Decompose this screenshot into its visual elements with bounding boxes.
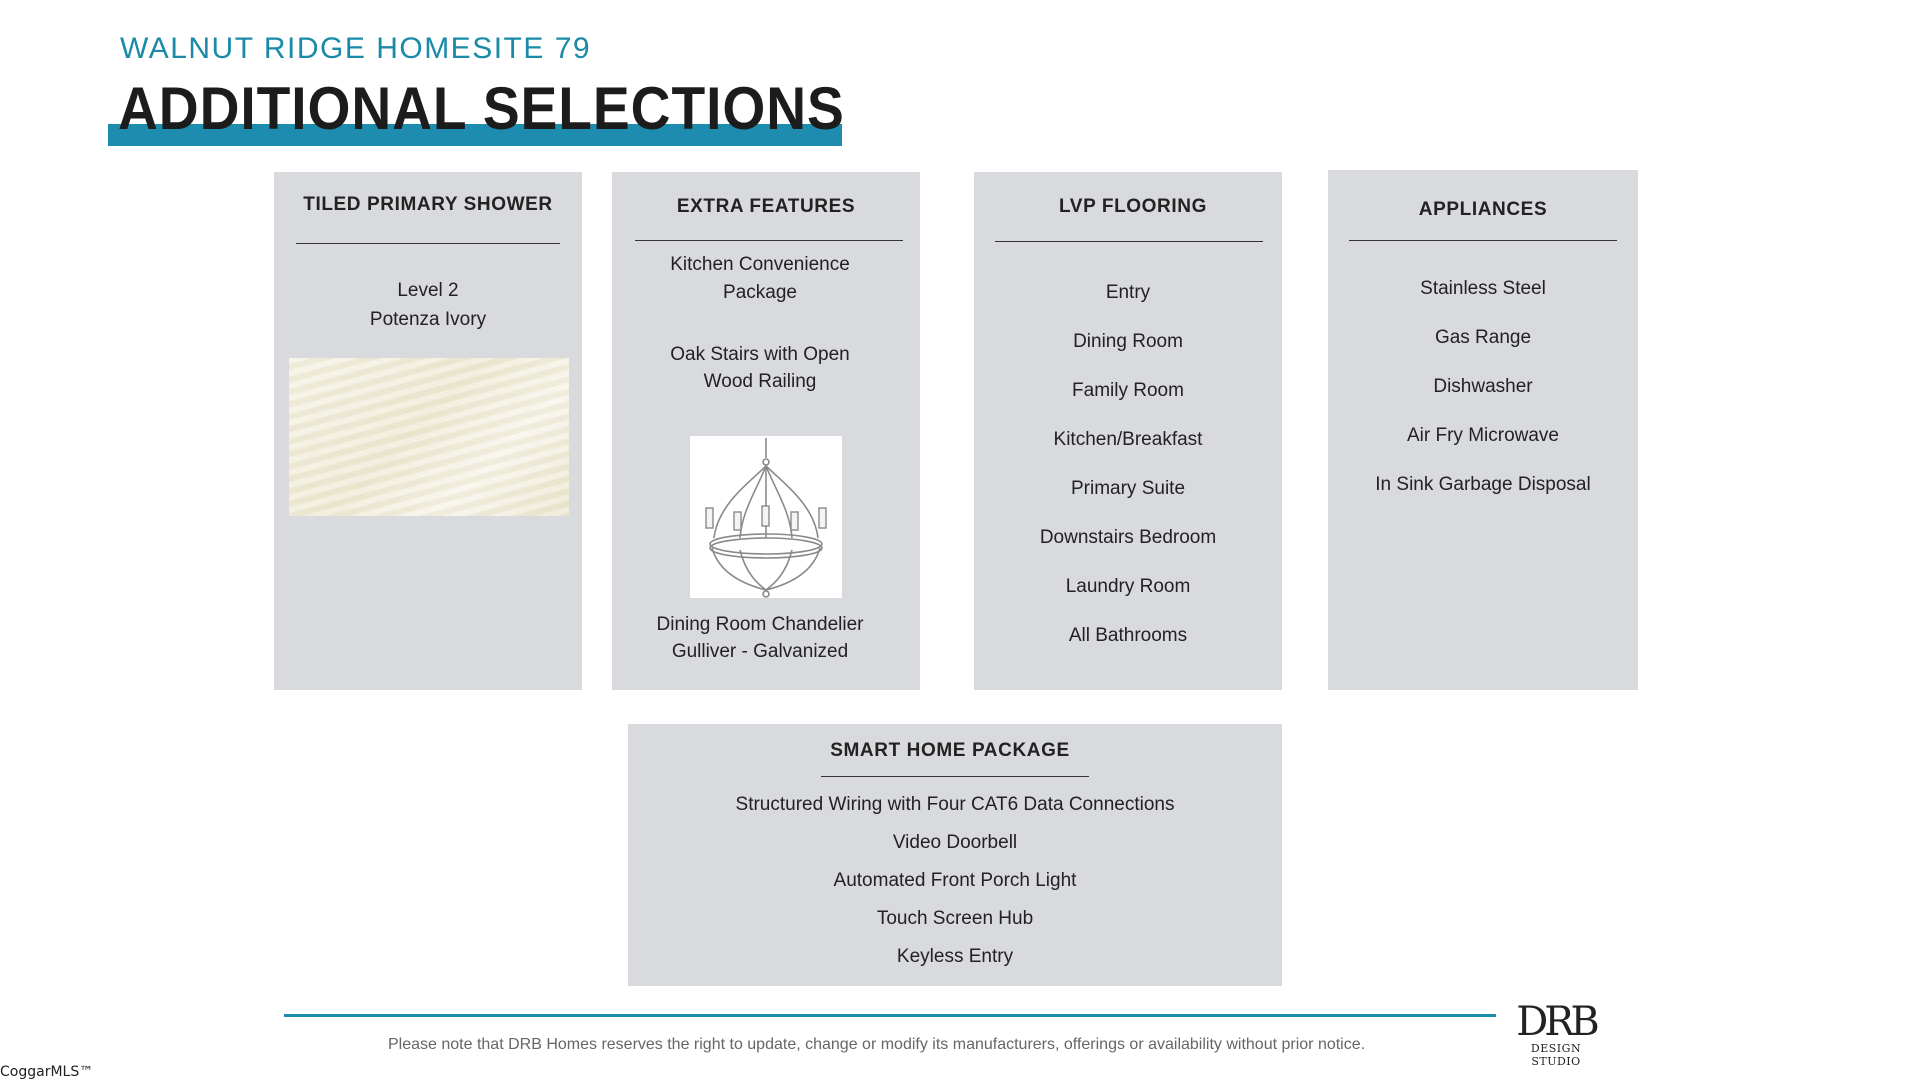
disclaimer-text: Please note that DRB Homes reserves the right to update, change or modify its manufacturers, offerings or availability without prior notice. xyxy=(388,1036,1366,1053)
extra-item-chandelier-line2: Gulliver - Galvanized xyxy=(671,641,849,662)
card-appliances xyxy=(1328,170,1638,690)
lvp-item: Family Room xyxy=(1072,380,1184,401)
card-divider xyxy=(821,776,1089,777)
shower-level: Level 2 xyxy=(397,280,459,301)
mls-watermark: CoggarMLS™ xyxy=(0,1064,94,1080)
lvp-item: Entry xyxy=(1105,282,1151,303)
extra-item-kitchen-line1: Kitchen Convenience xyxy=(670,254,850,275)
extra-item-stairs-line1: Oak Stairs with Open xyxy=(670,344,850,365)
page-subtitle: WALNUT RIDGE HOMESITE 79 xyxy=(120,32,592,65)
smart-item: Video Doorbell xyxy=(892,832,1018,853)
extra-item-chandelier-line1: Dining Room Chandelier xyxy=(656,614,864,635)
card-heading: TILED PRIMARY SHOWER xyxy=(303,194,553,215)
shower-finish: Potenza Ivory xyxy=(369,309,487,330)
card-divider xyxy=(296,243,560,244)
card-lvp-flooring xyxy=(974,172,1282,690)
smart-item: Automated Front Porch Light xyxy=(833,870,1077,891)
lvp-item: Dining Room xyxy=(1073,331,1183,352)
extra-item-kitchen-line2: Package xyxy=(723,282,797,303)
lvp-item: Kitchen/Breakfast xyxy=(1053,429,1203,450)
card-divider xyxy=(1349,240,1617,241)
appliance-item: Gas Range xyxy=(1434,327,1532,348)
drb-design-studio-logo xyxy=(1508,999,1604,1068)
extra-item-stairs-line2: Wood Railing xyxy=(703,371,817,392)
chandelier-image xyxy=(690,436,842,598)
lvp-item: Primary Suite xyxy=(1070,478,1186,499)
appliance-item: In Sink Garbage Disposal xyxy=(1375,474,1591,495)
smart-item: Keyless Entry xyxy=(896,946,1014,967)
card-smart-home-package xyxy=(628,724,1282,986)
lvp-item: All Bathrooms xyxy=(1068,625,1188,646)
smart-item: Structured Wiring with Four CAT6 Data Connections xyxy=(735,794,1175,815)
chandelier-icon xyxy=(690,436,842,598)
card-heading: EXTRA FEATURES xyxy=(676,196,856,217)
appliance-item: Stainless Steel xyxy=(1420,278,1546,299)
lvp-item: Laundry Room xyxy=(1065,576,1191,597)
card-heading: SMART HOME PACKAGE xyxy=(830,740,1070,761)
appliance-item: Air Fry Microwave xyxy=(1406,425,1559,446)
page-title: ADDITIONAL SELECTIONS xyxy=(118,75,845,142)
smart-item: Touch Screen Hub xyxy=(876,908,1034,929)
appliance-item: Dishwasher xyxy=(1433,376,1533,397)
card-divider xyxy=(995,241,1263,242)
lvp-item: Downstairs Bedroom xyxy=(1039,527,1217,548)
footer-divider xyxy=(284,1014,1496,1017)
card-divider xyxy=(635,240,903,241)
logo-subtitle: DESIGN STUDIO xyxy=(1530,1042,1582,1068)
card-tiled-primary-shower xyxy=(274,172,582,690)
card-heading: APPLIANCES xyxy=(1418,199,1548,220)
tile-swatch-image xyxy=(289,358,569,516)
card-extra-features xyxy=(612,172,920,690)
logo-mark: DRB xyxy=(1516,999,1596,1045)
card-heading: LVP FLOORING xyxy=(1059,196,1207,217)
